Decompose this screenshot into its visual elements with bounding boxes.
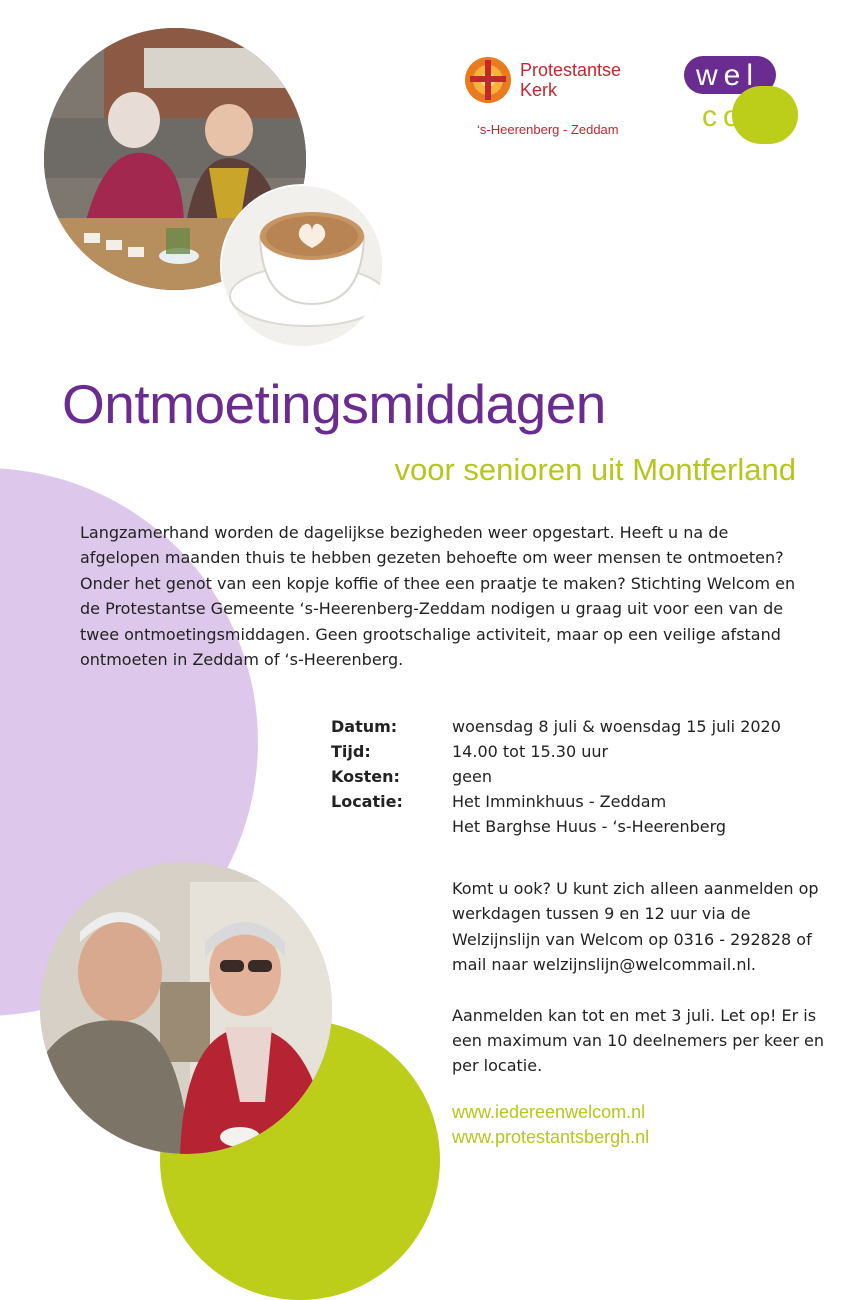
photo-laughing-seniors bbox=[40, 862, 332, 1154]
pk-name-line2: Kerk bbox=[520, 80, 558, 100]
detail-value: 14.00 tot 15.30 uur bbox=[452, 742, 609, 761]
registration-paragraph: Komt u ook? U kunt zich alleen aanmelden op werkdagen tussen 9 en 12 uur via de Welzijnslijn van Welcom op 0316 - 292828 of mail naar welzijnslijn@welcommail.nl. bbox=[452, 879, 819, 975]
detail-row-date bbox=[331, 714, 781, 739]
detail-row-location bbox=[331, 789, 781, 814]
detail-label: Locatie: bbox=[331, 792, 403, 811]
detail-row-cost bbox=[331, 764, 781, 789]
registration-info bbox=[452, 876, 832, 1104]
welcom-logo-top: wel bbox=[696, 59, 760, 92]
photo-coffee-cup bbox=[220, 184, 384, 348]
detail-label: Datum: bbox=[331, 717, 398, 736]
detail-row-location-2 bbox=[331, 814, 781, 839]
page-title: Ontmoetingsmiddagen bbox=[62, 373, 606, 435]
website-links bbox=[452, 1100, 649, 1150]
detail-value: Het Barghse Huus - ‘s-Heerenberg bbox=[452, 817, 727, 836]
pk-name-line1: Protestantse bbox=[520, 60, 622, 80]
detail-label: Tijd: bbox=[331, 742, 371, 761]
church-cross-icon bbox=[464, 56, 512, 104]
pk-location: ‘s-Heerenberg - Zeddam bbox=[477, 122, 619, 137]
link-iedereenwelcom: www.iedereenwelcom.nl bbox=[452, 1102, 646, 1122]
page-subtitle: voor senioren uit Montferland bbox=[394, 452, 796, 487]
detail-label: Kosten: bbox=[331, 767, 400, 786]
deadline-paragraph: Aanmelden kan tot en met 3 juli. Let op! Er is een maximum van 10 deelnemers per keer en per locatie. bbox=[452, 1005, 824, 1076]
event-details bbox=[331, 714, 781, 839]
detail-label bbox=[331, 814, 452, 839]
protestantse-kerk-logo bbox=[464, 56, 621, 104]
detail-value: Het Imminkhuus - Zeddam bbox=[452, 792, 667, 811]
welcom-logo bbox=[682, 54, 800, 146]
detail-value: geen bbox=[452, 767, 492, 786]
intro-paragraph: Langzamerhand worden de dagelijkse bezigheden weer opgestart. Heeft u na de afgelopen maanden thuis te hebben gezeten behoefte om weer mensen te ontmoeten? Onder het genot van een kopje koffie of thee een praatje te maken? Stichting Welcom en de Protestantse Gemeente ‘s-Heerenberg-Zeddam nodigen u graag uit voor een van de twee ontmoetingsmiddagen. Geen grootschalige activiteit, maar op een veilige afstand ontmoeten in Zeddam of ‘s-Heerenberg. bbox=[80, 523, 796, 670]
detail-row-time bbox=[331, 739, 781, 764]
link-protestantsbergh: www.protestantsbergh.nl bbox=[452, 1127, 650, 1147]
welcom-logo-bottom: com bbox=[702, 100, 777, 133]
detail-value: woensdag 8 juli & woensdag 15 juli 2020 bbox=[452, 717, 781, 736]
